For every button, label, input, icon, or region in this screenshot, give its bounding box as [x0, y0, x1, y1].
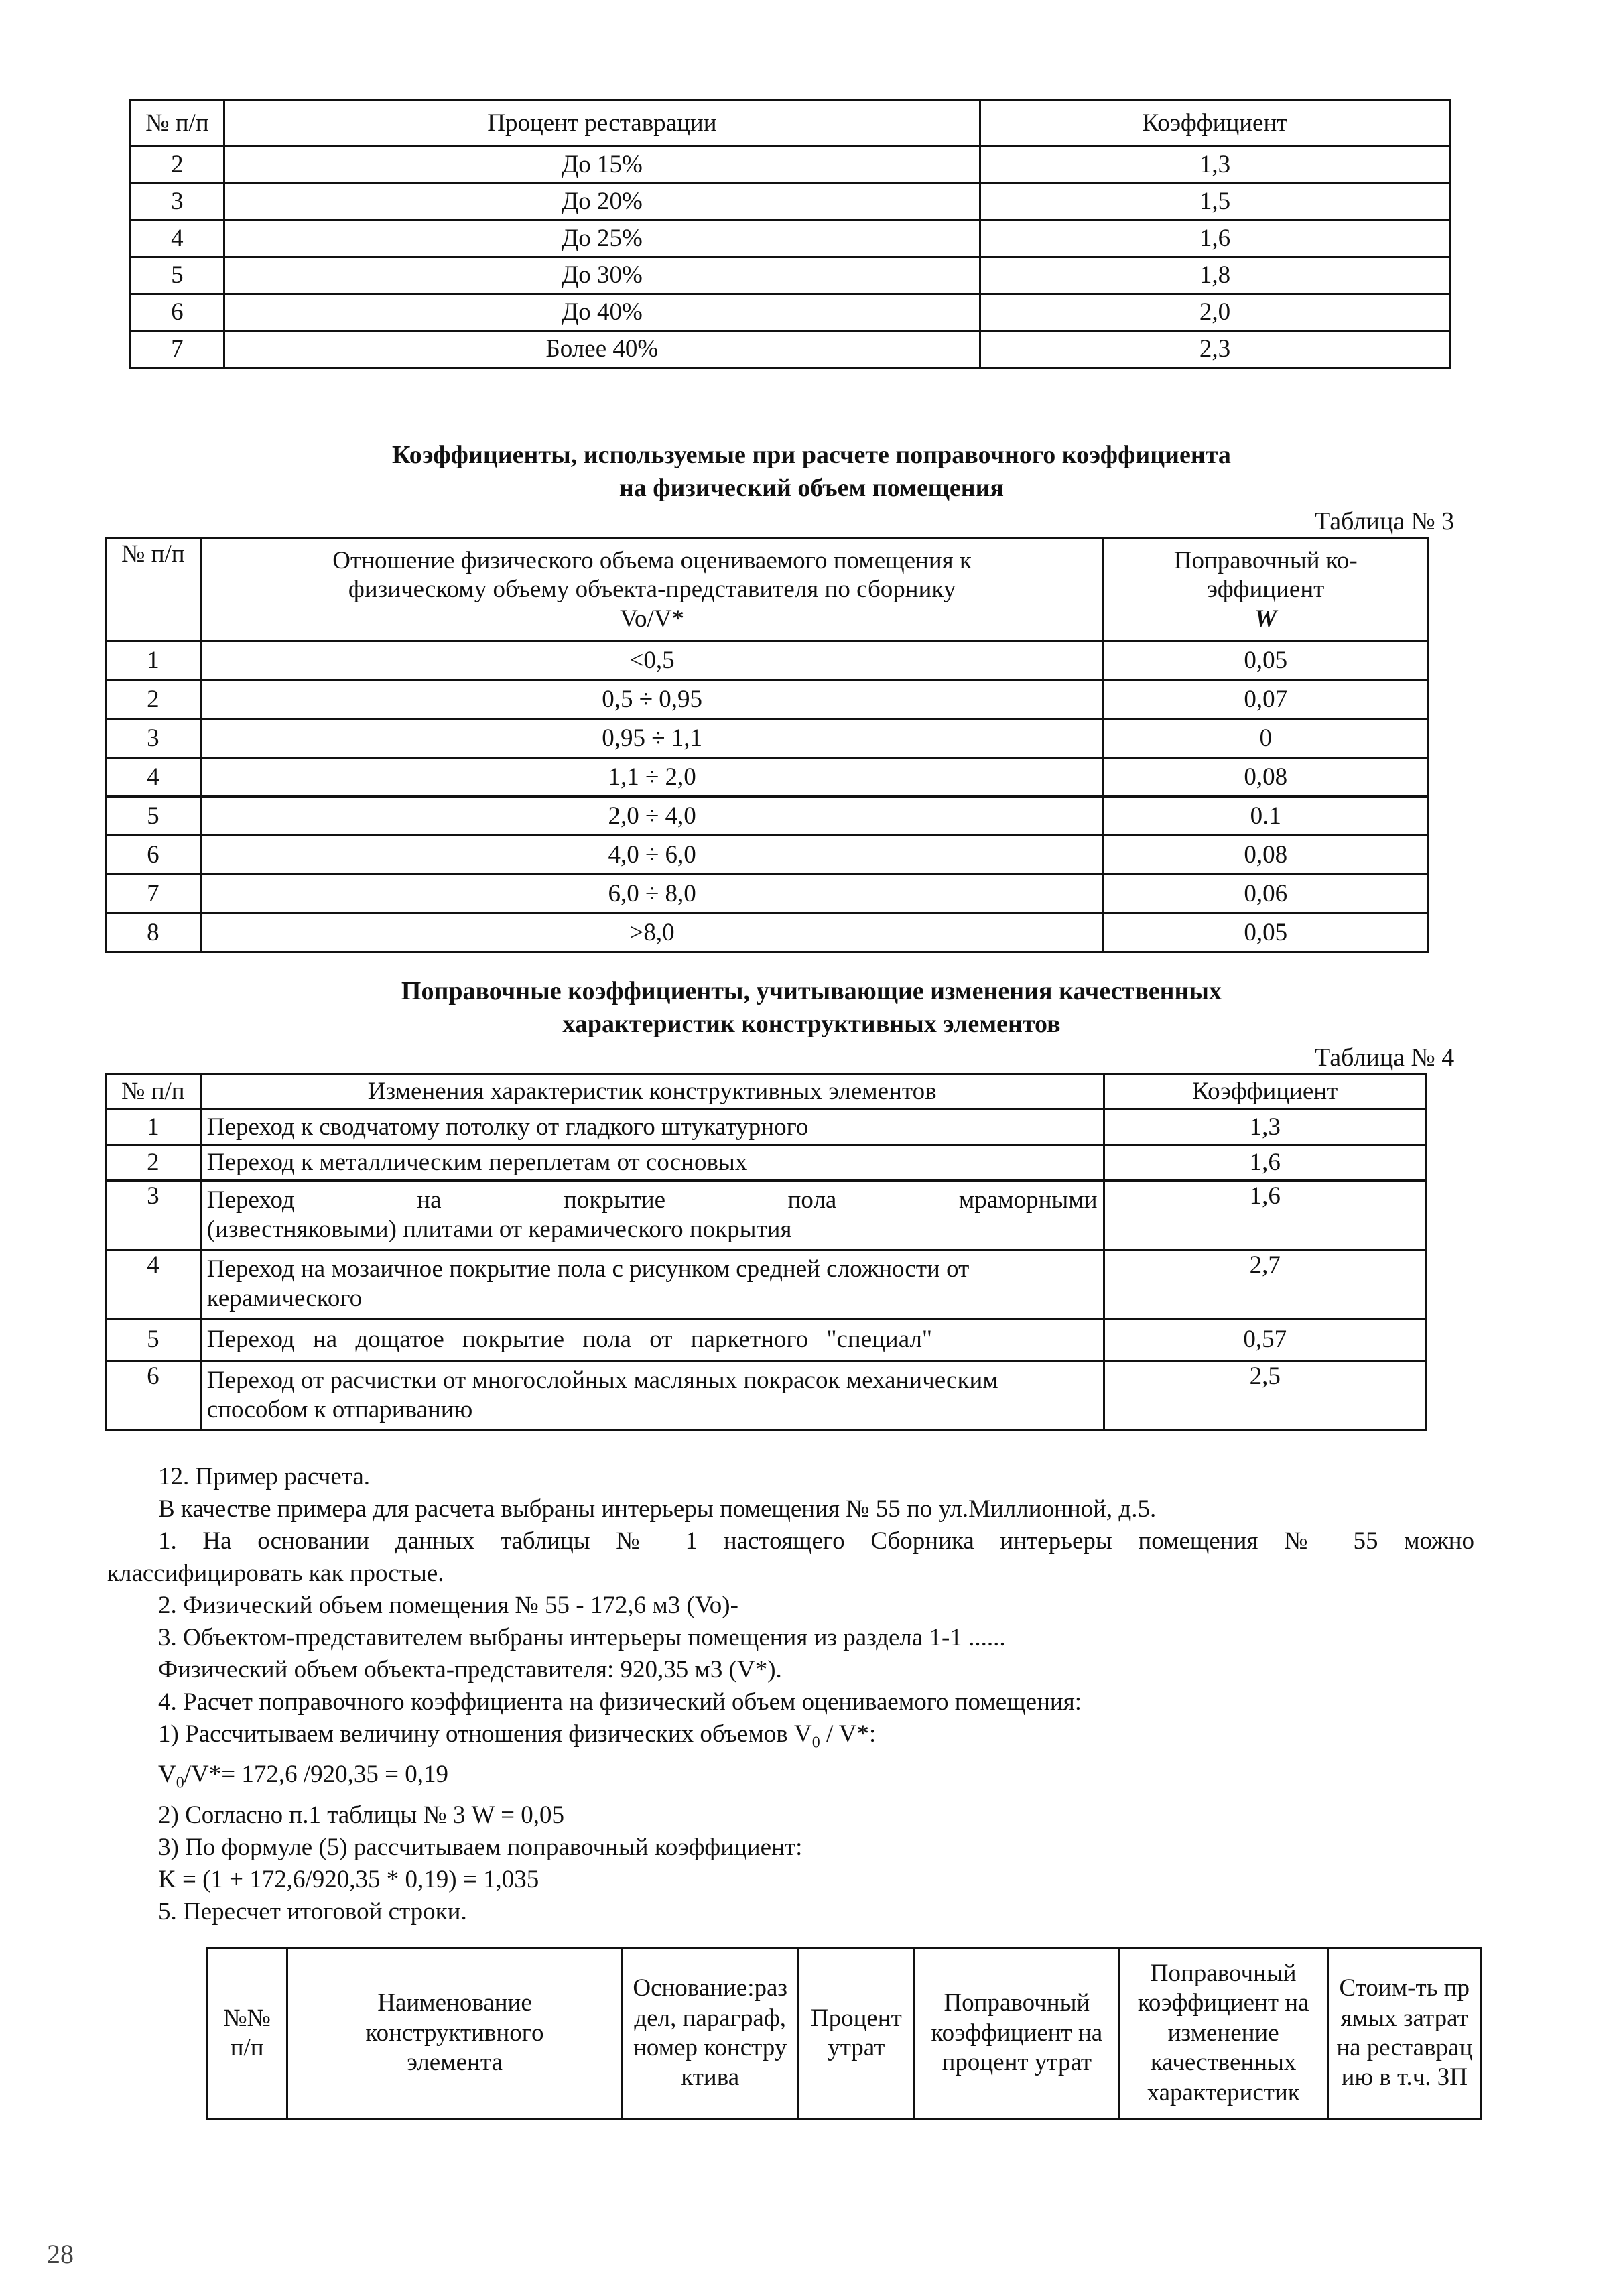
- cell: До 40%: [224, 294, 980, 331]
- cell: 1,6: [980, 220, 1449, 257]
- cell: До 25%: [224, 220, 980, 257]
- paragraph: В качестве примера для расчета выбраны интерьеры помещения № 55 по ул.Миллионной, д.5.: [158, 1495, 1157, 1523]
- header-cell: Поправочный коэффициент на процент утрат: [914, 1948, 1119, 2119]
- header-cell: Стоим-ть прямых затрат на реставрацию в т.ч. ЗП: [1327, 1948, 1481, 2119]
- cell: 0,95 ÷ 1,1: [200, 719, 1104, 758]
- cell: 5: [131, 257, 224, 294]
- table3-title-line1: Коэффициенты, используемые при расчете поправочного коэффициента: [392, 441, 1231, 469]
- cell: 1,3: [1104, 1110, 1426, 1145]
- table-header-row: [106, 1074, 1427, 1110]
- table4-title: [0, 975, 1623, 1041]
- cell: <0,5: [200, 641, 1104, 680]
- cell: 1,3: [980, 147, 1449, 184]
- paragraph: классифицировать как простые.: [107, 1559, 444, 1587]
- table-row: [131, 331, 1450, 368]
- header-cell: № п/п: [131, 101, 224, 147]
- cell: 0,06: [1104, 875, 1428, 913]
- cell: Переход на дощатое покрытие пола от паркетного "специал": [200, 1319, 1104, 1361]
- table-row: [106, 836, 1428, 875]
- paragraph: Физический объем объекта-представителя: 920,35 м3 (V*).: [158, 1656, 782, 1683]
- cell: 2,0: [980, 294, 1449, 331]
- cell-line: (известняковыми) плитами от керамического покрытия: [206, 1216, 792, 1243]
- header-cell: [200, 539, 1104, 641]
- cell: 0,5 ÷ 0,95: [200, 680, 1104, 719]
- table-row: [106, 641, 1428, 680]
- paragraph: 2. Физический объем помещения № 55 - 172,6 м3 (Vo)-: [158, 1592, 738, 1619]
- header-formula: Vo/V*: [620, 604, 685, 633]
- paragraph: [107, 1759, 1474, 1799]
- table-row: [106, 913, 1428, 952]
- header-text: Отношение физического объема оцениваемого помещения к физическому объему объекта-представителя по сборнику: [332, 546, 972, 604]
- table-row: [106, 1181, 1427, 1250]
- cell: 3: [131, 184, 224, 220]
- cell: 5: [106, 1319, 201, 1361]
- header-cell: Основание:раздел, параграф, номер конструктива: [622, 1948, 798, 2119]
- cell: 6: [106, 836, 201, 875]
- cell: 4: [106, 1250, 201, 1319]
- header-cell: Поправочный коэффициент на изменение качественных характеристик: [1119, 1948, 1327, 2119]
- cell: 2: [106, 680, 201, 719]
- header-cell: Изменения характеристик конструктивных элементов: [200, 1074, 1104, 1110]
- table3-title-line2: на физический объем помещения: [619, 474, 1004, 503]
- cell: 3: [106, 1181, 201, 1250]
- table-row: [131, 257, 1450, 294]
- cell: 1,1 ÷ 2,0: [200, 758, 1104, 797]
- cell: 8: [106, 913, 201, 952]
- table-row: [106, 797, 1428, 836]
- cell: Более 40%: [224, 331, 980, 368]
- cell: 2,7: [1104, 1250, 1426, 1319]
- cell: 1,6: [1104, 1145, 1426, 1181]
- table-row: [131, 184, 1450, 220]
- text-span: V: [158, 1761, 176, 1789]
- paragraph: 12. Пример расчета.: [158, 1463, 371, 1490]
- cell: 0,05: [1104, 641, 1428, 680]
- volume-coefficient-table: [105, 537, 1429, 953]
- cell: 6,0 ÷ 8,0: [200, 875, 1104, 913]
- cell: [200, 1181, 1104, 1250]
- paragraph: 2) Согласно п.1 таблицы № 3 W = 0,05: [158, 1801, 565, 1829]
- cell: 0,57: [1104, 1319, 1426, 1361]
- table-header-row: [106, 539, 1428, 641]
- cell: 1,5: [980, 184, 1449, 220]
- table-row: [106, 1250, 1427, 1319]
- table4-title-line1: Поправочные коэффициенты, учитывающие изменения качественных: [401, 977, 1222, 1005]
- table-row: [106, 1110, 1427, 1145]
- header-cell: № п/п: [106, 1074, 201, 1110]
- cell: До 30%: [224, 257, 980, 294]
- table-header-row: [131, 101, 1450, 147]
- table-header-row: [207, 1948, 1482, 2119]
- paragraph: K = (1 + 172,6/920,35 * 0,19) = 1,035: [158, 1865, 539, 1893]
- cell-line: Переход на покрытие пола мраморными: [206, 1186, 1098, 1214]
- header-text: Поправочный ко-эффициент: [1173, 546, 1358, 604]
- cell: 2,3: [980, 331, 1449, 368]
- quality-change-table: [105, 1073, 1427, 1431]
- cell: Переход на мозаичное покрытие пола с рисунком средней сложности от керамического: [200, 1250, 1104, 1319]
- cell: >8,0: [200, 913, 1104, 952]
- cell: 2: [131, 147, 224, 184]
- cell: 3: [106, 719, 201, 758]
- header-cell: Коэффициент: [980, 101, 1449, 147]
- text-span: /V*= 172,6 /920,35 = 0,19: [184, 1761, 448, 1789]
- table3-label: Таблица № 3: [1315, 507, 1455, 535]
- header-cell: № п/п: [106, 539, 201, 641]
- cell: Переход к сводчатому потолку от гладкого штукатурного: [200, 1110, 1104, 1145]
- paragraph: 3) По формуле (5) рассчитываем поправочный коэффициент:: [158, 1833, 803, 1861]
- paragraph: 1. На основании данных таблицы № 1 настоящего Сборника интерьеры помещения № 55 можно: [158, 1527, 1474, 1555]
- header-cell: Процент реставрации: [224, 101, 980, 147]
- cell: 4: [106, 758, 201, 797]
- cell: 1: [106, 1110, 201, 1145]
- text-span: 1) Рассчитываем величину отношения физических объемов V: [158, 1720, 812, 1748]
- table3-title: [0, 439, 1623, 505]
- cell: 1,8: [980, 257, 1449, 294]
- cell: 0,08: [1104, 758, 1428, 797]
- cell: 0.1: [1104, 797, 1428, 836]
- cell: 2: [106, 1145, 201, 1181]
- restoration-percent-table: [129, 99, 1451, 369]
- cell: 6: [106, 1361, 201, 1430]
- header-cell: [1104, 539, 1428, 641]
- table-row: [106, 758, 1428, 797]
- cell: 5: [106, 797, 201, 836]
- cell: 1,6: [1104, 1181, 1426, 1250]
- cell: 0,08: [1104, 836, 1428, 875]
- table4-title-line2: характеристик конструктивных элементов: [562, 1010, 1061, 1039]
- header-cell: Процент утрат: [798, 1948, 914, 2119]
- cell: 6: [131, 294, 224, 331]
- cell: 0,07: [1104, 680, 1428, 719]
- table-row: [106, 875, 1428, 913]
- paragraph: 4. Расчет поправочного коэффициента на физический объем оцениваемого помещения:: [158, 1688, 1082, 1716]
- cell: 4,0 ÷ 6,0: [200, 836, 1104, 875]
- table-row: [106, 680, 1428, 719]
- table-row: [106, 1145, 1427, 1181]
- text-span: / V*:: [820, 1720, 877, 1748]
- cell: 0,05: [1104, 913, 1428, 952]
- recalculation-table: [206, 1947, 1482, 2120]
- header-cell: Коэффициент: [1104, 1074, 1426, 1110]
- cell: 7: [106, 875, 201, 913]
- paragraph: [107, 1718, 1474, 1759]
- cell: 4: [131, 220, 224, 257]
- cell: 7: [131, 331, 224, 368]
- paragraph: 3. Объектом-представителем выбраны интерьеры помещения из раздела 1-1 ......: [158, 1624, 1006, 1651]
- header-cell: №№ п/п: [207, 1948, 287, 2119]
- table-row: [131, 147, 1450, 184]
- table-row: [106, 1319, 1427, 1361]
- cell: 0: [1104, 719, 1428, 758]
- header-symbol: W: [1254, 604, 1277, 633]
- calculation-example-text: [107, 1461, 1474, 1928]
- cell: До 15%: [224, 147, 980, 184]
- cell: Переход от расчистки от многослойных масляных покрасок механическим способом к отпариванию: [200, 1361, 1104, 1430]
- subscript: 0: [176, 1774, 184, 1792]
- cell: 2,0 ÷ 4,0: [200, 797, 1104, 836]
- cell: Переход к металлическим переплетам от сосновых: [200, 1145, 1104, 1181]
- cell: 1: [106, 641, 201, 680]
- paragraph: 5. Пересчет итоговой строки.: [158, 1897, 467, 1925]
- cell: До 20%: [224, 184, 980, 220]
- table-row: [106, 1361, 1427, 1430]
- table-row: [106, 719, 1428, 758]
- table-row: [131, 294, 1450, 331]
- subscript: 0: [812, 1734, 820, 1752]
- table-row: [131, 220, 1450, 257]
- page-number: 28: [47, 2239, 74, 2269]
- header-cell: Наименование конструктивного элемента: [287, 1948, 622, 2119]
- cell: 2,5: [1104, 1361, 1426, 1430]
- table4-label: Таблица № 4: [1315, 1043, 1455, 1072]
